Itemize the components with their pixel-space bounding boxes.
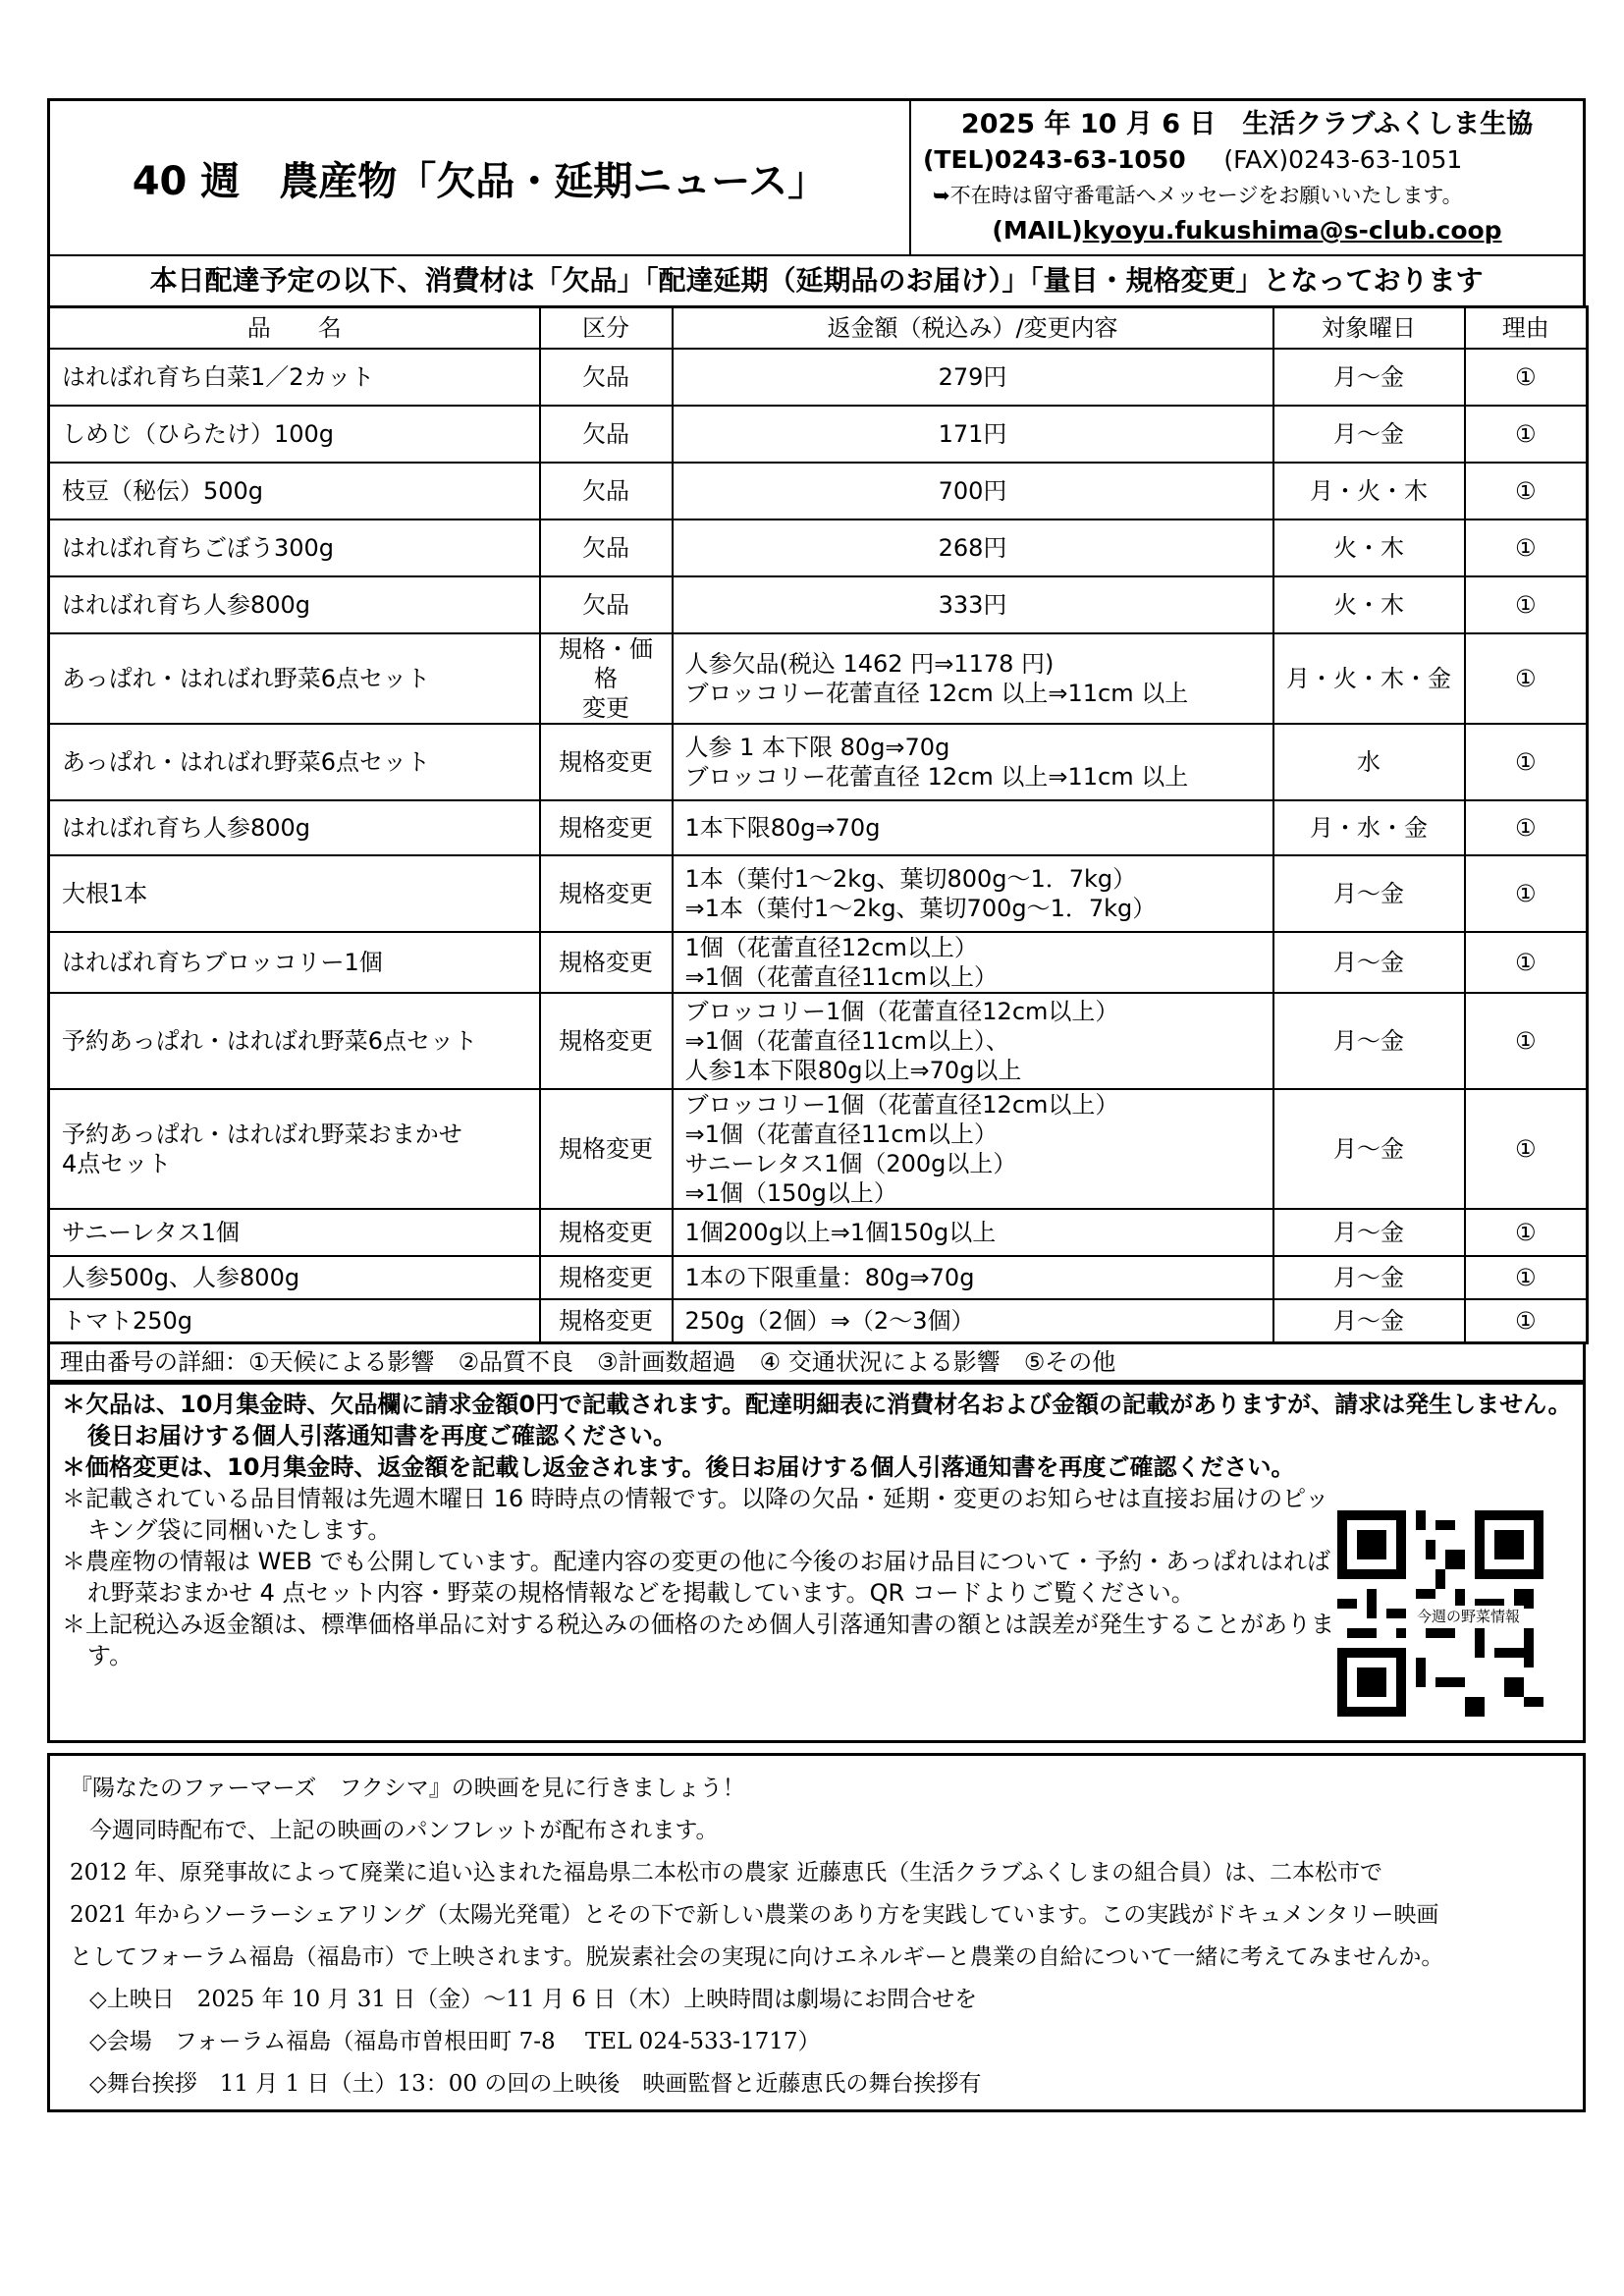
table-row — [49, 633, 1588, 724]
item-days: 火・木 — [1273, 519, 1465, 576]
item-reason: ① — [1465, 932, 1588, 993]
item-name: しめじ（ひらたけ）100g — [49, 406, 540, 463]
item-reason: ① — [1465, 1299, 1588, 1342]
table-row — [49, 519, 1588, 576]
item-days: 月～金 — [1273, 1209, 1465, 1256]
note-price-change: ＊価格変更は、10月集金時、返金額を記載し返金されます。後日お届けする個人引落通知書を再度ご確認ください。 — [62, 1452, 1295, 1481]
item-change-content: 250g（2個）⇒（2～3個） — [673, 1299, 1273, 1342]
item-name: はればれ育ちごぼう300g — [49, 519, 540, 576]
item-change-content: 268円 — [673, 519, 1273, 576]
movie-line: 2021 年からソーラーシェアリング（太陽光発電）とその下で新しい農業のあり方を実践しています。この実践がドキュメンタリー映画 — [70, 1901, 1439, 1928]
item-days: 月～金 — [1273, 1256, 1465, 1299]
item-category: 規格変更 — [540, 1299, 673, 1342]
item-days: 月～金 — [1273, 349, 1465, 406]
table-row — [49, 349, 1588, 406]
item-days: 月～金 — [1273, 1089, 1465, 1209]
table-row — [49, 800, 1588, 855]
item-category: 規格変更 — [540, 1256, 673, 1299]
item-name: 予約あっぱれ・はればれ野菜6点セット — [49, 993, 540, 1089]
item-category: 欠品 — [540, 349, 673, 406]
table-row — [49, 1089, 1588, 1209]
item-name: 枝豆（秘伝）500g — [49, 463, 540, 519]
page-title: 40 週 農産物「欠品・延期ニュース」 — [50, 101, 911, 254]
item-change-content: 1本下限80g⇒70g — [673, 800, 1273, 855]
item-name: はればれ育ち人参800g — [49, 800, 540, 855]
item-change-content: 1本の下限重量：80g⇒70g — [673, 1256, 1273, 1299]
item-days: 月・火・木・金 — [1273, 633, 1465, 724]
movie-title: 『陽なたのファーマーズ フクシマ』の映画を見に行きましょう！ — [70, 1775, 745, 1801]
table-row — [49, 1299, 1588, 1342]
item-change-content: 人参欠品(税込 1462 円⇒1178 円) ブロッコリー花蕾直径 12cm 以上⇒11cm 以上 — [673, 633, 1273, 724]
item-reason: ① — [1465, 519, 1588, 576]
item-days: 月～金 — [1273, 993, 1465, 1089]
col-header-reason: 理由 — [1465, 307, 1588, 350]
col-header-name: 品 名 — [49, 307, 540, 350]
item-days: 月・火・木 — [1273, 463, 1465, 519]
col-header-days: 対象曜日 — [1273, 307, 1465, 350]
document — [47, 98, 1586, 2112]
item-change-content: 279円 — [673, 349, 1273, 406]
table-row — [49, 406, 1588, 463]
item-reason: ① — [1465, 576, 1588, 633]
shortage-table — [47, 305, 1589, 1344]
item-reason: ① — [1465, 1089, 1588, 1209]
item-reason: ① — [1465, 349, 1588, 406]
movie-venue: ◇会場 フォーラム福島（福島市曽根田町 7-8 TEL 024-533-1717） — [89, 2028, 821, 2054]
notes-section — [47, 1383, 1586, 1743]
item-reason: ① — [1465, 800, 1588, 855]
item-name: はればれ育ち白菜1／2カット — [49, 349, 540, 406]
note-web-info: ＊農産物の情報は WEB でも公開しています。配達内容の変更の他に今後のお届け品目について・予約・あっぱれはればれ野菜おまかせ 4 点セット内容・野菜の規格情報などを掲載しています。QR コードよりご覧ください。 — [62, 1547, 1330, 1607]
date-line: 2025 年 10 月 6 日 生活クラブふくしま生協 — [960, 109, 1534, 139]
item-change-content: 700円 — [673, 463, 1273, 519]
mail-line — [923, 213, 1571, 248]
item-change-content: ブロッコリー1個（花蕾直径12cm以上） ⇒1個（花蕾直径11cm以上） サニーレタス1個（200g以上） ⇒1個（150g以上） — [673, 1089, 1273, 1209]
header — [47, 98, 1586, 254]
answering-machine-note: ➥不在時は留守番電話へメッセージをお願いいたします。 — [933, 184, 1463, 207]
movie-announcement — [47, 1753, 1586, 2112]
item-reason: ① — [1465, 406, 1588, 463]
note-tax-difference: ＊上記税込み返金額は、標準価格単品に対する税込みの価格のため個人引落通知書の額とは誤差が発生することがあります。 — [62, 1610, 1334, 1669]
item-name: 予約あっぱれ・はればれ野菜おまかせ 4点セット — [49, 1089, 540, 1209]
tel-number[interactable]: (TEL)0243-63-1050 — [923, 145, 1186, 174]
item-name: はればれ育ちブロッコリー1個 — [49, 932, 540, 993]
table-row — [49, 1256, 1588, 1299]
qr-label: 今週の野菜情報 — [1413, 1606, 1524, 1626]
item-category: 欠品 — [540, 463, 673, 519]
item-reason: ① — [1465, 724, 1588, 800]
phone-line — [923, 142, 1571, 178]
note-info-timing: ＊記載されている品目情報は先週木曜日 16 時時点の情報です。以降の欠品・延期・変更のお知らせは直接お届けのピッキング袋に同梱いたします。 — [62, 1484, 1329, 1544]
item-change-content: 1本（葉付1～2kg、葉切800g～1．7kg） ⇒1本（葉付1～2kg、葉切700g～1．7kg） — [673, 855, 1273, 932]
item-days: 月～金 — [1273, 855, 1465, 932]
item-name: 大根1本 — [49, 855, 540, 932]
table-row — [49, 855, 1588, 932]
table-row — [49, 932, 1588, 993]
movie-stage-greeting: ◇舞台挨拶 11 月 1 日（土）13：00 の回の上映後 映画監督と近藤恵氏の舞台挨拶有 — [89, 2070, 982, 2097]
item-category: 欠品 — [540, 406, 673, 463]
table-row — [49, 724, 1588, 800]
reason-legend: 理由番号の詳細：①天候による影響 ②品質不良 ③計画数超過 ④ 交通状況による影響 ⑤その他 — [47, 1344, 1586, 1383]
movie-line: 今週同時配布で、上記の映画のパンフレットが配布されます。 — [89, 1817, 719, 1843]
movie-line: としてフォーラム福島（福島市）で上映されます。脱炭素社会の実現に向けエネルギーと農業の自給について一緒に考えてみませんか。 — [70, 1943, 1444, 1970]
item-days: 月～金 — [1273, 1299, 1465, 1342]
item-days: 火・木 — [1273, 576, 1465, 633]
item-name: はればれ育ち人参800g — [49, 576, 540, 633]
item-change-content: 171円 — [673, 406, 1273, 463]
table-row — [49, 993, 1588, 1089]
item-reason: ① — [1465, 463, 1588, 519]
col-header-kubun: 区分 — [540, 307, 673, 350]
table-row — [49, 463, 1588, 519]
item-reason: ① — [1465, 1209, 1588, 1256]
item-category: 欠品 — [540, 519, 673, 576]
notice-banner: 本日配達予定の以下、消費材は「欠品」「配達延期（延期品のお届け）」「量目・規格変更」となっております — [47, 254, 1586, 305]
item-category: 規格変更 — [540, 800, 673, 855]
item-category: 規格変更 — [540, 932, 673, 993]
fax-number: (FAX)0243-63-1051 — [1223, 145, 1463, 174]
item-reason: ① — [1465, 855, 1588, 932]
item-category: 欠品 — [540, 576, 673, 633]
note-shortage: ＊欠品は、10月集金時、欠品欄に請求金額0円で記載されます。配達明細表に消費材名および金額の記載がありますが、請求は発生しません。後日お届けする個人引落通知書を再度ご確認ください。 — [62, 1390, 1572, 1449]
item-change-content: ブロッコリー1個（花蕾直径12cm以上） ⇒1個（花蕾直径11cm以上）、 人参1本下限80g以上⇒70g以上 — [673, 993, 1273, 1089]
item-category: 規格変更 — [540, 993, 673, 1089]
col-header-content: 返金額（税込み）/変更内容 — [673, 307, 1273, 350]
item-change-content: 人参 1 本下限 80g⇒70g ブロッコリー花蕾直径 12cm 以上⇒11cm 以上 — [673, 724, 1273, 800]
table-row — [49, 576, 1588, 633]
table-header-row — [49, 307, 1588, 350]
item-reason: ① — [1465, 993, 1588, 1089]
item-category: 規格・価格 変更 — [540, 633, 673, 724]
item-days: 月～金 — [1273, 406, 1465, 463]
item-reason: ① — [1465, 1256, 1588, 1299]
item-name: あっぱれ・はればれ野菜6点セット — [49, 633, 540, 724]
item-name: あっぱれ・はればれ野菜6点セット — [49, 724, 540, 800]
item-days: 水 — [1273, 724, 1465, 800]
item-days: 月・水・金 — [1273, 800, 1465, 855]
item-name: トマト250g — [49, 1299, 540, 1342]
table-row — [49, 1209, 1588, 1256]
contact-info — [911, 101, 1583, 254]
item-change-content: 1個（花蕾直径12cm以上） ⇒1個（花蕾直径11cm以上） — [673, 932, 1273, 993]
item-category: 規格変更 — [540, 1209, 673, 1256]
item-category: 規格変更 — [540, 1089, 673, 1209]
item-name: サニーレタス1個 — [49, 1209, 540, 1256]
item-category: 規格変更 — [540, 855, 673, 932]
mail-label: (MAIL) — [992, 216, 1083, 245]
item-name: 人参500g、人参800g — [49, 1256, 540, 1299]
item-days: 月～金 — [1273, 932, 1465, 993]
item-reason: ① — [1465, 633, 1588, 724]
item-category: 規格変更 — [540, 724, 673, 800]
movie-line: 2012 年、原発事故によって廃業に追い込まれた福島県二本松市の農家 近藤恵氏（生活クラブふくしまの組合員）は、二本松市で — [70, 1859, 1383, 1886]
item-change-content: 333円 — [673, 576, 1273, 633]
movie-date: ◇上映日 2025 年 10 月 31 日（金）～11 月 6 日（木）上映時間は劇場にお問合せを — [89, 1986, 978, 2012]
item-change-content: 1個200g以上⇒1個150g以上 — [673, 1209, 1273, 1256]
mail-link[interactable]: kyoyu.fukushima@s-club.coop — [1082, 216, 1502, 245]
